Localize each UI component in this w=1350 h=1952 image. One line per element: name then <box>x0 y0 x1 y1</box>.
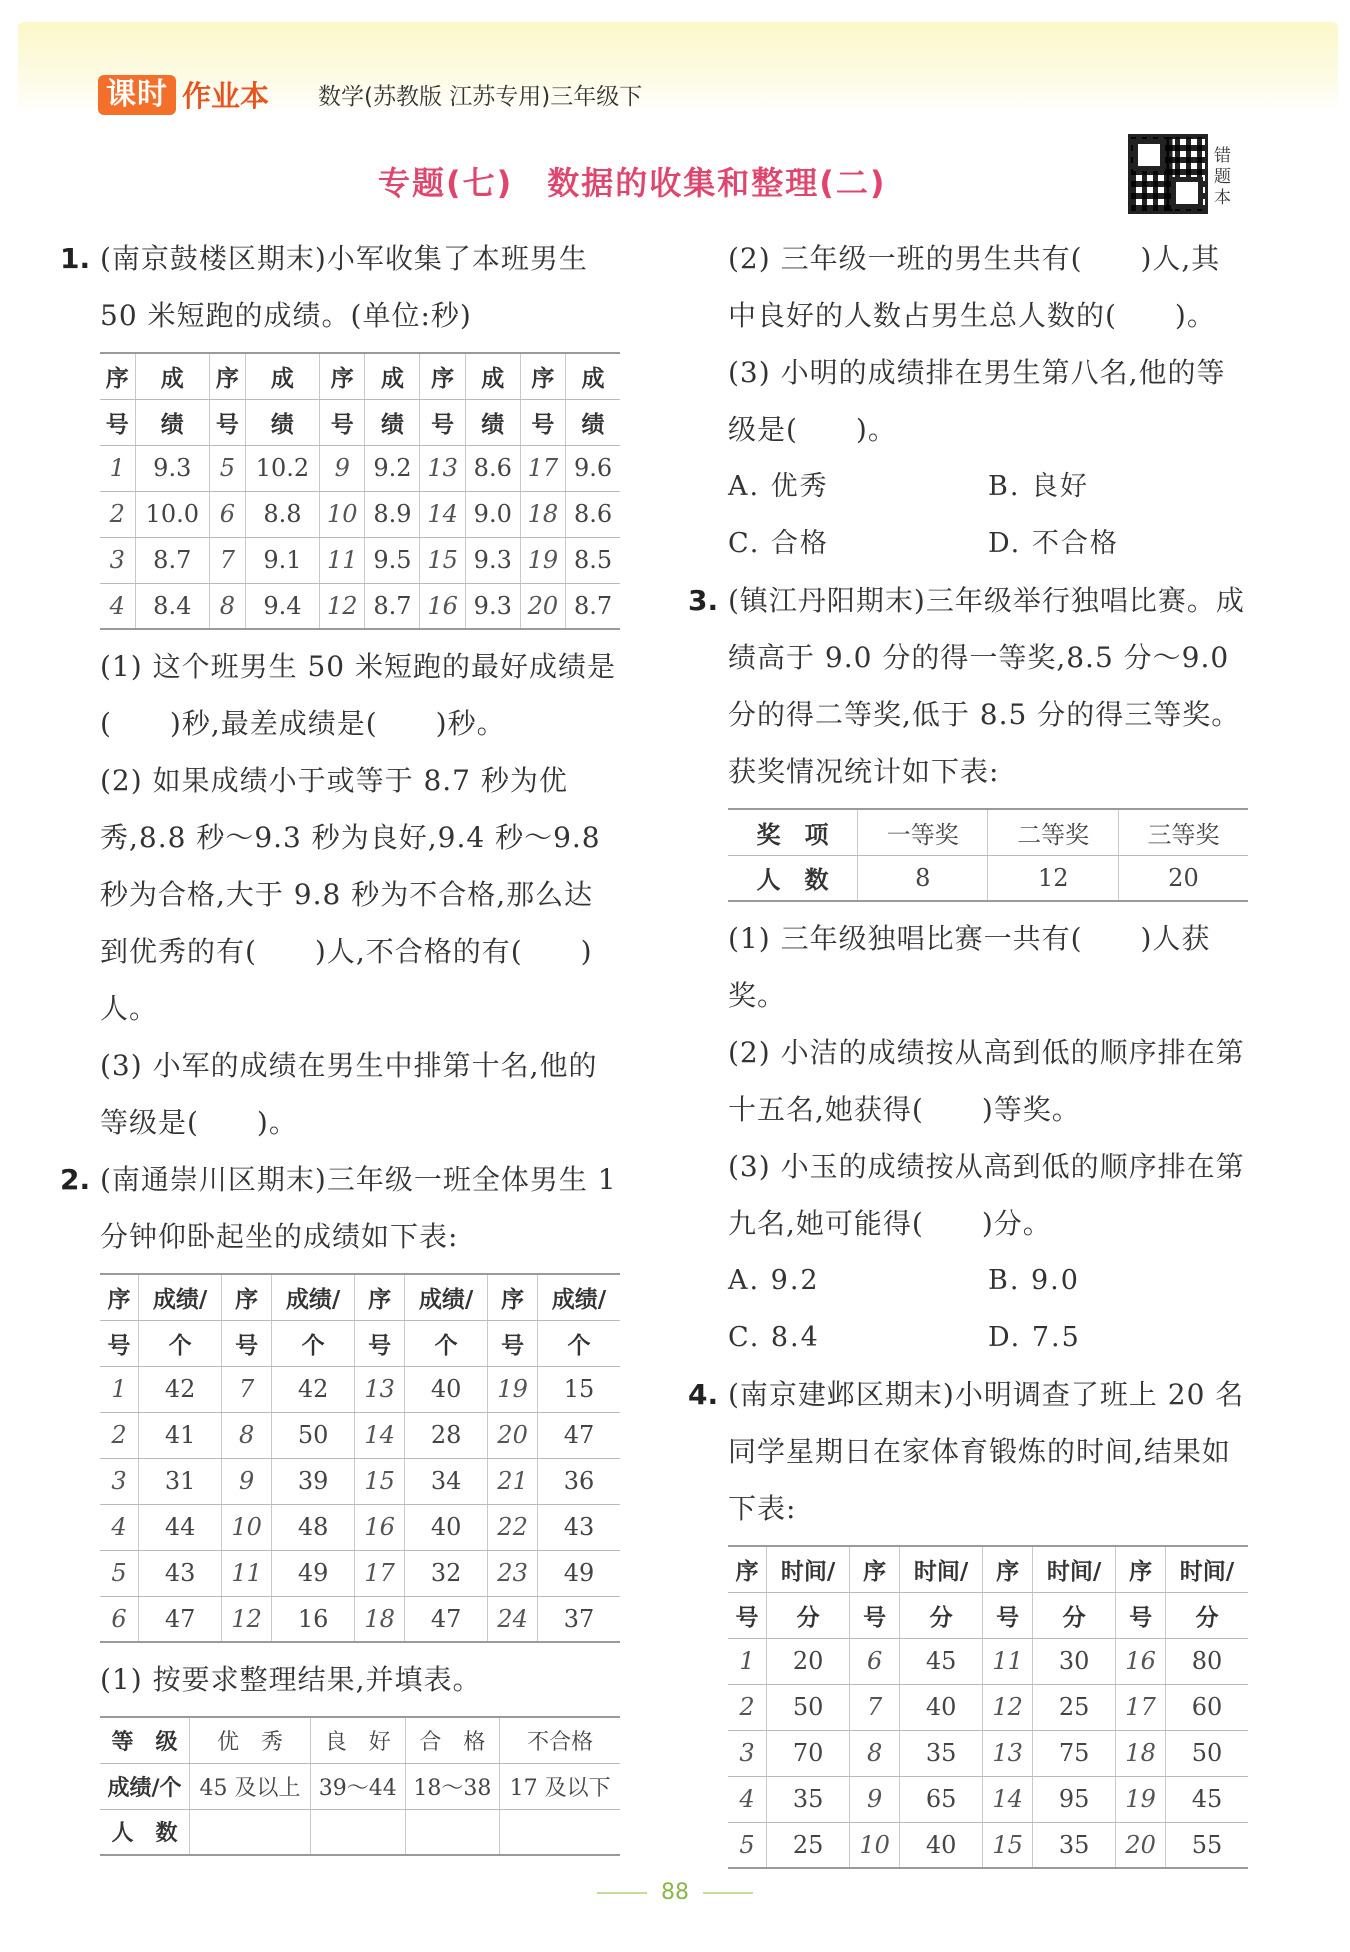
table-row <box>100 1763 620 1809</box>
table-cell: 17 <box>355 1550 405 1596</box>
table-row <box>100 1366 620 1412</box>
table-cell: 50 <box>767 1684 850 1730</box>
table-cell: 7 <box>850 1684 900 1730</box>
table-cell: 18 <box>355 1596 405 1642</box>
table-cell: 个 <box>139 1320 222 1366</box>
table-cell: 序 <box>520 353 565 399</box>
table-cell: 等 级 <box>100 1717 190 1763</box>
table-cell: 个 <box>537 1320 620 1366</box>
table-row <box>100 1717 620 1763</box>
q2-options <box>688 458 1248 572</box>
table-cell: 6 <box>100 1596 139 1642</box>
table-cell: 绩 <box>465 399 520 445</box>
table-cell: 号 <box>488 1320 538 1366</box>
table-cell: 11 <box>222 1550 272 1596</box>
question-number: 3. <box>688 584 719 617</box>
table-cell: 号 <box>983 1592 1033 1638</box>
table-cell: 42 <box>272 1366 355 1412</box>
table-cell: 号 <box>100 399 135 445</box>
table-row <box>100 1320 620 1366</box>
table-cell: 20 <box>520 583 565 629</box>
table-row <box>728 1730 1248 1776</box>
table-cell: 18 <box>1116 1730 1166 1776</box>
table-row <box>100 1274 620 1320</box>
q3-options <box>688 1252 1248 1366</box>
table-cell: 序 <box>983 1546 1033 1592</box>
table-cell: 号 <box>222 1320 272 1366</box>
option-choice: C. 8.4 <box>728 1322 820 1353</box>
table-cell: 20 <box>1116 1822 1166 1868</box>
table-cell: 分 <box>1032 1592 1115 1638</box>
q1-score-table <box>100 352 620 630</box>
table-cell: 60 <box>1165 1684 1248 1730</box>
table-cell: 一等奖 <box>858 809 988 855</box>
table-cell: 序 <box>488 1274 538 1320</box>
table-row <box>728 1592 1248 1638</box>
table-cell: 9.0 <box>465 491 520 537</box>
table-cell: 时间/ <box>1032 1546 1115 1592</box>
q1-sub2: (2) 如果成绩小于或等于 8.7 秒为优秀,8.8 秒～9.3 秒为良好,9.4 秒～9.8 秒为合格,大于 9.8 秒为不合格,那么达到优秀的有( )人,不合格的有( )人。 <box>100 764 601 1025</box>
table-cell: 9 <box>222 1458 272 1504</box>
question-number: 2. <box>60 1163 91 1196</box>
table-cell: 9 <box>850 1776 900 1822</box>
table-cell: 42 <box>139 1366 222 1412</box>
divider <box>597 1892 647 1894</box>
table-cell: 19 <box>488 1366 538 1412</box>
table-cell: 12 <box>988 855 1118 901</box>
book-info: 数学(苏教版 江苏专用)三年级下 <box>318 84 643 110</box>
table-cell: 15 <box>355 1458 405 1504</box>
table-cell: 6 <box>850 1638 900 1684</box>
divider <box>703 1892 753 1894</box>
table-cell: 43 <box>139 1550 222 1596</box>
q2-score-table <box>100 1273 620 1643</box>
table-cell: 号 <box>1116 1592 1166 1638</box>
table-cell: 36 <box>537 1458 620 1504</box>
table-cell: 16 <box>420 583 465 629</box>
table-cell: 成 <box>135 353 209 399</box>
table-cell: 40 <box>900 1684 983 1730</box>
table-cell: 40 <box>900 1822 983 1868</box>
table-cell: 优 秀 <box>190 1717 311 1763</box>
table-cell: 20 <box>1118 855 1248 901</box>
table-cell: 序 <box>850 1546 900 1592</box>
table-cell: 22 <box>488 1504 538 1550</box>
table-cell: 分 <box>1165 1592 1248 1638</box>
table-row <box>728 1776 1248 1822</box>
table-cell: 5 <box>100 1550 139 1596</box>
table-cell: 1 <box>728 1638 767 1684</box>
table-cell: 25 <box>767 1822 850 1868</box>
table-cell: 8 <box>222 1412 272 1458</box>
table-cell: 49 <box>272 1550 355 1596</box>
table-cell: 8 <box>858 855 988 901</box>
table-cell: 28 <box>404 1412 487 1458</box>
table-cell: 13 <box>983 1730 1033 1776</box>
table-cell: 10.2 <box>245 445 319 491</box>
table-row <box>100 1596 620 1642</box>
table-cell: 号 <box>850 1592 900 1638</box>
table-cell: 绩 <box>135 399 209 445</box>
table-cell: 21 <box>488 1458 538 1504</box>
table-cell: 65 <box>900 1776 983 1822</box>
q2-grade-table <box>100 1716 620 1856</box>
option-choice: A. 9.2 <box>728 1265 820 1296</box>
table-cell: 人 数 <box>728 855 858 901</box>
table-cell: 49 <box>537 1550 620 1596</box>
table-cell: 95 <box>1032 1776 1115 1822</box>
table-cell: 成 <box>465 353 520 399</box>
table-cell: 70 <box>767 1730 850 1776</box>
q3-sub3: (3) 小玉的成绩按从高到低的顺序排在第九名,她可能得( )分。 <box>728 1150 1245 1240</box>
table-cell: 17 <box>1116 1684 1166 1730</box>
table-cell: 7 <box>210 537 246 583</box>
table-cell: 9.1 <box>245 537 319 583</box>
table-cell: 14 <box>420 491 465 537</box>
table-cell: 15 <box>420 537 465 583</box>
table-cell: 序 <box>210 353 246 399</box>
table-cell: 19 <box>520 537 565 583</box>
table-cell: 10.0 <box>135 491 209 537</box>
table-cell: 10 <box>320 491 365 537</box>
table-cell: 13 <box>420 445 465 491</box>
table-cell: 5 <box>210 445 246 491</box>
table-cell: 23 <box>488 1550 538 1596</box>
table-cell: 号 <box>320 399 365 445</box>
table-cell: 15 <box>983 1822 1033 1868</box>
table-cell: 4 <box>100 1504 139 1550</box>
table-cell: 个 <box>404 1320 487 1366</box>
table-cell: 序 <box>100 1274 139 1320</box>
table-cell: 8 <box>210 583 246 629</box>
left-column <box>60 230 620 1864</box>
table-cell: 16 <box>1116 1638 1166 1684</box>
qr-code-icon[interactable] <box>1128 134 1208 214</box>
table-cell: 号 <box>728 1592 767 1638</box>
table-cell: 20 <box>488 1412 538 1458</box>
table-cell: 2 <box>100 1412 139 1458</box>
table-row <box>100 1550 620 1596</box>
table-row <box>100 491 620 537</box>
table-cell: 奖 项 <box>728 809 858 855</box>
table-cell: 75 <box>1032 1730 1115 1776</box>
table-cell: 2 <box>100 491 135 537</box>
table-row <box>728 1822 1248 1868</box>
option-choice: D. 不合格 <box>988 528 1119 559</box>
table-cell: 45 <box>1165 1776 1248 1822</box>
table-row <box>100 583 620 629</box>
table-cell: 时间/ <box>900 1546 983 1592</box>
table-row <box>100 445 620 491</box>
option-choice: A. 优秀 <box>728 471 829 502</box>
table-row <box>100 537 620 583</box>
table-cell <box>405 1809 500 1855</box>
table-cell: 40 <box>404 1366 487 1412</box>
table-cell: 5 <box>728 1822 767 1868</box>
brand-name: 作业本 <box>182 79 270 113</box>
table-cell: 9.5 <box>365 537 420 583</box>
table-cell: 分 <box>900 1592 983 1638</box>
table-cell: 人 数 <box>100 1809 190 1855</box>
table-cell: 50 <box>1165 1730 1248 1776</box>
table-cell: 32 <box>404 1550 487 1596</box>
table-cell: 8.6 <box>566 491 620 537</box>
table-cell: 序 <box>320 353 365 399</box>
q4-time-table <box>728 1545 1248 1869</box>
table-cell: 序 <box>355 1274 405 1320</box>
table-cell: 31 <box>139 1458 222 1504</box>
table-cell: 不合格 <box>500 1717 620 1763</box>
table-cell: 25 <box>1032 1684 1115 1730</box>
table-cell: 19 <box>1116 1776 1166 1822</box>
table-cell: 34 <box>404 1458 487 1504</box>
table-cell: 成绩/ <box>272 1274 355 1320</box>
table-cell: 13 <box>355 1366 405 1412</box>
table-cell: 35 <box>1032 1822 1115 1868</box>
table-cell: 8.5 <box>566 537 620 583</box>
table-row <box>100 353 620 399</box>
q3-sub1: (1) 三年级独唱比赛一共有( )人获奖。 <box>728 922 1211 1012</box>
question-stem: (镇江丹阳期末)三年级举行独唱比赛。成绩高于 9.0 分的得一等奖,8.5 分～9.0 分的得二等奖,低于 8.5 分的得三等奖。获奖情况统计如下表: <box>728 584 1245 788</box>
table-cell: 16 <box>355 1504 405 1550</box>
table-cell: 号 <box>420 399 465 445</box>
option-choice: B. 9.0 <box>988 1265 1080 1296</box>
topic-title: 专题(七) 数据的收集和整理(二) <box>378 164 887 202</box>
qr-label: 错题本 <box>1214 146 1231 208</box>
q1-sub3: (3) 小军的成绩在男生中排第十名,他的等级是( )。 <box>100 1049 598 1139</box>
table-cell: 个 <box>272 1320 355 1366</box>
table-cell: 成绩/ <box>139 1274 222 1320</box>
table-cell: 43 <box>537 1504 620 1550</box>
table-row <box>100 1458 620 1504</box>
table-cell: 1 <box>100 445 135 491</box>
table-row <box>728 855 1248 901</box>
table-cell: 14 <box>983 1776 1033 1822</box>
page-number-text: 88 <box>661 1880 689 1905</box>
question-stem: (南京建邺区期末)小明调查了班上 20 名同学星期日在家体育锻炼的时间,结果如下表: <box>728 1378 1245 1525</box>
table-row <box>728 1684 1248 1730</box>
table-cell: 绩 <box>245 399 319 445</box>
table-row <box>728 809 1248 855</box>
option-choice: B. 良好 <box>988 471 1090 502</box>
table-cell: 9.3 <box>465 583 520 629</box>
option-choice: C. 合格 <box>728 528 829 559</box>
table-cell: 序 <box>100 353 135 399</box>
table-cell: 35 <box>900 1730 983 1776</box>
table-cell: 3 <box>728 1730 767 1776</box>
question-number: 1. <box>60 242 91 275</box>
table-cell: 成 <box>365 353 420 399</box>
table-cell: 47 <box>139 1596 222 1642</box>
table-cell: 8.8 <box>245 491 319 537</box>
question-stem: (南京鼓楼区期末)小军收集了本班男生 50 米短跑的成绩。(单位:秒) <box>100 242 588 332</box>
table-cell: 9.6 <box>566 445 620 491</box>
table-cell: 分 <box>767 1592 850 1638</box>
table-cell: 18 <box>520 491 565 537</box>
table-cell: 47 <box>404 1596 487 1642</box>
q2-sub1: (1) 按要求整理结果,并填表。 <box>100 1663 482 1696</box>
table-cell: 10 <box>222 1504 272 1550</box>
table-cell: 时间/ <box>1165 1546 1248 1592</box>
q2-sub2: (2) 三年级一班的男生共有( )人,其中良好的人数占男生总人数的( )。 <box>728 242 1221 332</box>
table-cell: 成 <box>245 353 319 399</box>
table-cell: 30 <box>1032 1638 1115 1684</box>
table-cell: 序 <box>222 1274 272 1320</box>
table-cell: 6 <box>210 491 246 537</box>
table-cell: 20 <box>767 1638 850 1684</box>
table-cell: 50 <box>272 1412 355 1458</box>
page-number <box>0 1880 1350 1905</box>
table-cell: 成绩/个 <box>100 1763 190 1809</box>
table-cell: 号 <box>520 399 565 445</box>
table-cell: 二等奖 <box>988 809 1118 855</box>
table-cell: 48 <box>272 1504 355 1550</box>
table-cell: 成 <box>566 353 620 399</box>
table-cell: 47 <box>537 1412 620 1458</box>
table-cell: 4 <box>100 583 135 629</box>
table-cell: 9.4 <box>245 583 319 629</box>
question-stem: (南通崇川区期末)三年级一班全体男生 1 分钟仰卧起坐的成绩如下表: <box>100 1163 617 1253</box>
table-cell: 40 <box>404 1504 487 1550</box>
table-cell: 10 <box>850 1822 900 1868</box>
table-cell: 时间/ <box>767 1546 850 1592</box>
brand <box>98 74 269 115</box>
table-cell: 45 <box>900 1638 983 1684</box>
q3-award-table <box>728 808 1248 902</box>
table-cell: 15 <box>537 1366 620 1412</box>
table-cell: 39～44 <box>310 1763 405 1809</box>
table-cell: 12 <box>222 1596 272 1642</box>
table-cell: 成绩/ <box>537 1274 620 1320</box>
table-cell: 9.3 <box>135 445 209 491</box>
table-cell: 9 <box>320 445 365 491</box>
question-3 <box>688 572 1248 800</box>
table-cell: 号 <box>100 1320 139 1366</box>
table-cell: 45 及以上 <box>190 1763 311 1809</box>
table-cell: 17 及以下 <box>500 1763 620 1809</box>
table-cell: 16 <box>272 1596 355 1642</box>
table-cell: 序 <box>1116 1546 1166 1592</box>
table-cell: 8.4 <box>135 583 209 629</box>
table-cell: 41 <box>139 1412 222 1458</box>
table-row <box>100 399 620 445</box>
table-cell: 37 <box>537 1596 620 1642</box>
table-cell: 3 <box>100 537 135 583</box>
table-cell: 成绩/ <box>404 1274 487 1320</box>
question-2 <box>60 1151 620 1265</box>
q3-sub2: (2) 小洁的成绩按从高到低的顺序排在第十五名,她获得( )等奖。 <box>728 1036 1245 1126</box>
table-cell <box>310 1809 405 1855</box>
table-cell: 11 <box>983 1638 1033 1684</box>
table-cell: 4 <box>728 1776 767 1822</box>
table-cell: 18～38 <box>405 1763 500 1809</box>
table-cell: 8 <box>850 1730 900 1776</box>
table-cell: 序 <box>420 353 465 399</box>
table-cell: 合 格 <box>405 1717 500 1763</box>
table-cell: 12 <box>983 1684 1033 1730</box>
table-row <box>728 1638 1248 1684</box>
brand-logo: 课时 <box>98 75 176 115</box>
table-row <box>100 1412 620 1458</box>
q2-sub3: (3) 小明的成绩排在男生第八名,他的等级是( )。 <box>728 356 1226 446</box>
table-cell: 8.7 <box>566 583 620 629</box>
table-cell: 11 <box>320 537 365 583</box>
table-cell: 12 <box>320 583 365 629</box>
question-number: 4. <box>688 1378 719 1411</box>
table-cell: 3 <box>100 1458 139 1504</box>
table-row <box>100 1504 620 1550</box>
table-cell: 2 <box>728 1684 767 1730</box>
table-cell: 39 <box>272 1458 355 1504</box>
table-cell: 80 <box>1165 1638 1248 1684</box>
table-cell <box>500 1809 620 1855</box>
table-cell: 8.6 <box>465 445 520 491</box>
table-cell: 9.2 <box>365 445 420 491</box>
table-cell: 55 <box>1165 1822 1248 1868</box>
table-cell: 8.7 <box>365 583 420 629</box>
table-cell: 绩 <box>566 399 620 445</box>
table-cell: 三等奖 <box>1118 809 1248 855</box>
q1-sub1: (1) 这个班男生 50 米短跑的最好成绩是( )秒,最差成绩是( )秒。 <box>100 650 616 740</box>
table-row <box>728 1546 1248 1592</box>
table-cell: 44 <box>139 1504 222 1550</box>
table-cell: 14 <box>355 1412 405 1458</box>
right-column <box>688 230 1248 1877</box>
question-4 <box>688 1366 1248 1537</box>
table-cell: 17 <box>520 445 565 491</box>
table-cell: 1 <box>100 1366 139 1412</box>
table-cell: 号 <box>355 1320 405 1366</box>
table-cell: 绩 <box>365 399 420 445</box>
table-row <box>100 1809 620 1855</box>
table-cell: 7 <box>222 1366 272 1412</box>
table-cell: 8.7 <box>135 537 209 583</box>
table-cell: 9.3 <box>465 537 520 583</box>
question-1 <box>60 230 620 344</box>
table-cell: 35 <box>767 1776 850 1822</box>
table-cell: 24 <box>488 1596 538 1642</box>
table-cell <box>190 1809 311 1855</box>
table-cell: 8.9 <box>365 491 420 537</box>
table-cell: 序 <box>728 1546 767 1592</box>
table-cell: 号 <box>210 399 246 445</box>
option-choice: D. 7.5 <box>988 1322 1081 1353</box>
table-cell: 良 好 <box>310 1717 405 1763</box>
